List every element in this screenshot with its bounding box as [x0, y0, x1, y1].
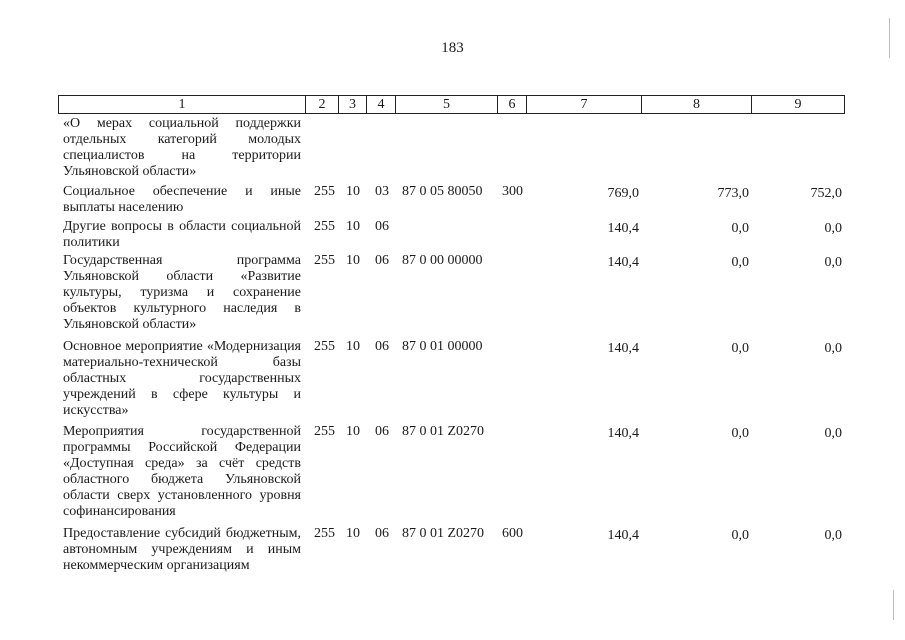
- cell-col-5: 87 0 00 00000: [402, 253, 483, 268]
- column-header-1: 1: [59, 96, 306, 113]
- cell-col-4: 06: [375, 219, 389, 234]
- cell-col-9: 0,0: [824, 255, 842, 270]
- cell-col-5: 87 0 01 00000: [402, 339, 483, 354]
- cell-col-3: 10: [346, 219, 360, 234]
- cell-col-3: 10: [346, 339, 360, 354]
- table-row: [58, 116, 845, 180]
- scan-edge-mark: [893, 590, 894, 620]
- table-row: [58, 184, 845, 218]
- cell-col-7: 140,4: [607, 528, 639, 543]
- column-header-7: 7: [527, 96, 642, 113]
- row-description: Предоставление субсидий бюджетным, автономным учреждениям и иным некоммерческим организациям: [63, 526, 301, 573]
- cell-col-4: 06: [375, 253, 389, 268]
- cell-col-7: 140,4: [607, 341, 639, 356]
- page-number: 183: [441, 40, 464, 56]
- column-header-9: 9: [794, 97, 802, 112]
- cell-col-4: 03: [375, 184, 389, 199]
- table-row: [58, 526, 845, 594]
- row-description: Основное мероприятие «Модернизация материально-технической базы областных государственных учреждений в сфере культуры и искусства»: [63, 339, 301, 418]
- cell-col-8: 0,0: [731, 341, 749, 356]
- table-row: [58, 424, 845, 524]
- cell-col-3: 10: [346, 424, 360, 439]
- cell-col-9: 0,0: [824, 426, 842, 441]
- cell-col-8: 0,0: [731, 528, 749, 543]
- cell-col-5: 87 0 01 Z0270: [402, 526, 485, 541]
- cell-col-9: 0,0: [824, 528, 842, 543]
- cell-col-2: 255: [314, 219, 335, 234]
- table-row: [58, 219, 845, 253]
- cell-col-2: 255: [314, 184, 335, 199]
- column-header-2: 2: [306, 96, 339, 113]
- cell-col-3: 10: [346, 526, 360, 541]
- row-description: Социальное обеспечение и иные выплаты населению: [63, 184, 301, 215]
- row-description: Другие вопросы в области социальной политики: [63, 219, 301, 250]
- row-description: Государственная программа Ульяновской области «Развитие культуры, туризма и сохранение объектов культурного наследия в Ульяновской области»: [63, 253, 301, 332]
- column-header-5: 5: [396, 96, 498, 113]
- cell-col-4: 06: [375, 339, 389, 354]
- cell-col-8: 0,0: [731, 221, 749, 236]
- cell-col-5: 87 0 05 80050: [402, 184, 483, 199]
- cell-col-9: 752,0: [810, 186, 842, 201]
- cell-col-5: 87 0 01 Z0270: [402, 424, 485, 439]
- cell-col-8: 0,0: [731, 426, 749, 441]
- cell-col-2: 255: [314, 339, 335, 354]
- table-row: [58, 253, 845, 337]
- cell-col-2: 255: [314, 526, 335, 541]
- cell-col-4: 06: [375, 424, 389, 439]
- row-description: Мероприятия государственной программы Российской Федерации «Доступная среда» за счёт средств областного бюджета Ульяновской области сверх установленного уровня софинансирования: [63, 424, 301, 519]
- column-header-3: 3: [339, 96, 367, 113]
- table-header: [58, 95, 845, 114]
- cell-col-4: 06: [375, 526, 389, 541]
- cell-col-7: 140,4: [607, 426, 639, 441]
- column-header-8: 8: [642, 96, 752, 113]
- cell-col-3: 10: [346, 253, 360, 268]
- cell-col-9: 0,0: [824, 341, 842, 356]
- cell-col-7: 140,4: [607, 221, 639, 236]
- cell-col-9: 0,0: [824, 221, 842, 236]
- cell-col-3: 10: [346, 184, 360, 199]
- cell-col-6: 300: [502, 184, 523, 199]
- table-row: [58, 339, 845, 423]
- row-description: «О мерах социальной поддержки отдельных категорий молодых специалистов на территории Ульяновской области»: [63, 116, 301, 179]
- scan-edge-mark: [889, 18, 890, 58]
- column-header-4: 4: [367, 96, 396, 113]
- cell-col-7: 769,0: [607, 186, 639, 201]
- cell-col-7: 140,4: [607, 255, 639, 270]
- cell-col-2: 255: [314, 424, 335, 439]
- column-header-6: 6: [498, 96, 527, 113]
- cell-col-2: 255: [314, 253, 335, 268]
- cell-col-8: 773,0: [717, 186, 749, 201]
- cell-col-8: 0,0: [731, 255, 749, 270]
- cell-col-6: 600: [502, 526, 523, 541]
